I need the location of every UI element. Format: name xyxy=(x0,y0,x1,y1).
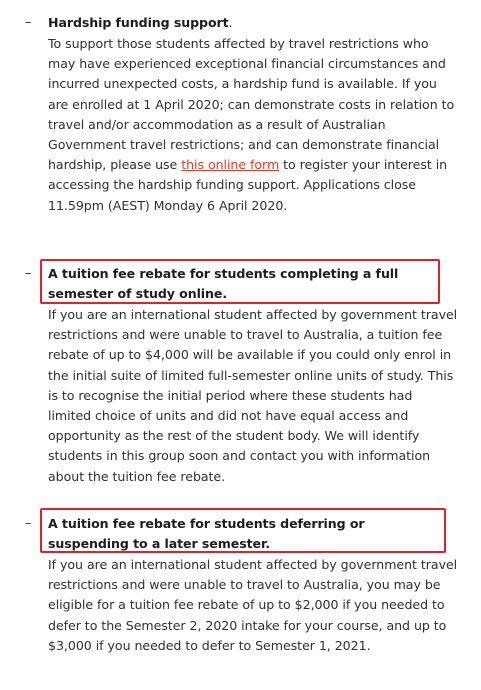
heading-punct: . xyxy=(228,15,233,30)
body-online-rebate: If you are an international student affected by government travel restrictions and were unable to travel to Australia, a tuition fee rebate of up to $4,000 will be available if you could only enrol in the initial suite of limited full-semester online units of study. This is to recognise the initial period where these students had limited choice of units and did not have equal access and opportunity as the rest of the student body. We will identify students in this group soon and contact you with information about the tuition fee rebate. xyxy=(48,307,458,484)
heading-online-rebate: A tuition fee rebate for students completing a full semester of study online. xyxy=(48,266,399,301)
list-dash: – xyxy=(25,266,32,281)
body-text-after-link: to register your interest in accessing the hardship funding support. Applications close 11.59pm (AEST) Monday 6 April 2020. xyxy=(48,157,448,213)
body-deferring-rebate: If you are an international student affected by government travel restrictions and were unable to travel to Australia, you may be eligible for a tuition fee rebate of up to $2,000 if you needed to defer to the Semester 2, 2020 intake for your course, and up to $3,000 if you needed to defer to Semester 1, 2021. xyxy=(48,557,458,653)
heading-deferring-rebate: A tuition fee rebate for students deferring or suspending to a later semester. xyxy=(48,516,365,551)
heading-text: Hardship funding support xyxy=(48,15,229,30)
online-form-link[interactable]: this online form xyxy=(181,157,280,173)
list-dash: – xyxy=(25,516,32,531)
body-hardship xyxy=(48,34,458,216)
list-dash: – xyxy=(25,15,32,30)
body-text-before-link: To support those students affected by travel restrictions who may have experienced exceptional financial circumstances and incurred unexpected costs, a hardship fund is available. If you are enrolled at 1 April 2020; can demonstrate costs in relation to travel and/or accommodation as a result of Australian Government travel restrictions; and can demonstrate financial hardship, please use xyxy=(48,36,455,173)
heading-hardship xyxy=(48,13,448,33)
